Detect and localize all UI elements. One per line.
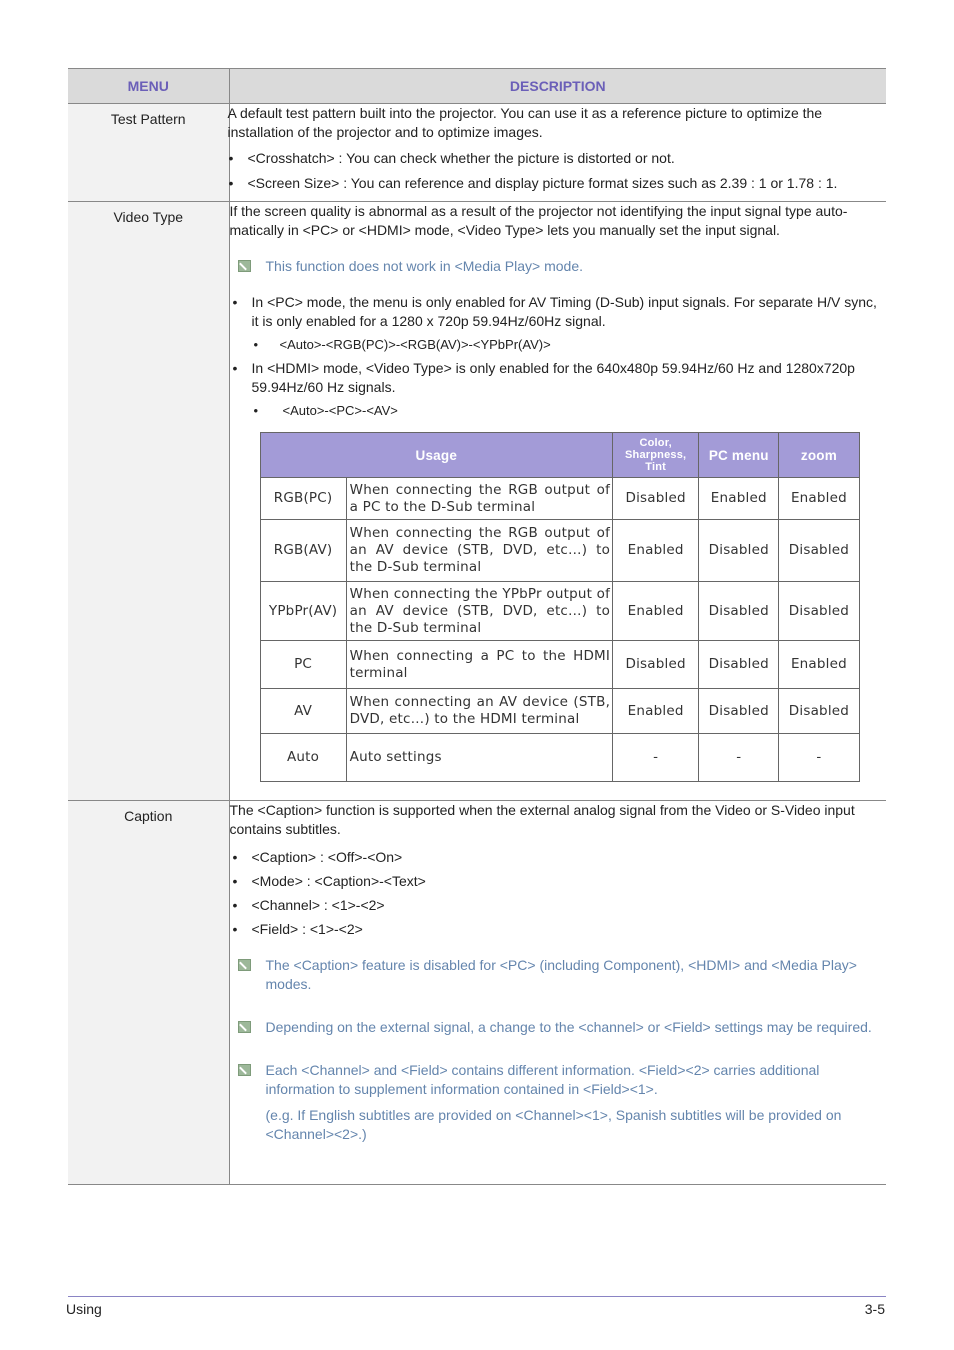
menu-description-table bbox=[68, 68, 886, 1185]
test-pattern-row bbox=[68, 104, 886, 202]
video-type-table-header bbox=[260, 433, 859, 478]
caption-note-2 bbox=[230, 1018, 887, 1037]
pc-menu-value: Disabled bbox=[699, 689, 779, 734]
caption-note-3 bbox=[230, 1061, 887, 1144]
test-pattern-label: Test Pattern bbox=[68, 104, 229, 202]
menu-column-header: MENU bbox=[68, 69, 229, 104]
video-type-sublist-hdmi bbox=[230, 401, 887, 420]
table-row bbox=[260, 520, 859, 582]
caption-note-example: (e.g. If English subtitles are provided on <Channel><1>, Spanish subtitles will be provided on <Channel><2>.) bbox=[265, 1107, 842, 1142]
sub-item-text: <Auto>-<RGB(PC)>-<RGB(AV)>-<YPbPr(AV)> bbox=[279, 337, 551, 352]
color-value: Disabled bbox=[613, 641, 699, 689]
signal-usage: When connecting an AV device (STB, DVD, etc…) to the HDMI terminal bbox=[346, 689, 612, 734]
table-header-row bbox=[68, 69, 886, 104]
zoom-value: Disabled bbox=[779, 582, 859, 641]
list-item: • <Crosshatch> : You can check whether the picture is distorted or not. bbox=[226, 149, 887, 168]
pc-menu-value: Enabled bbox=[699, 478, 779, 520]
test-pattern-description bbox=[229, 104, 886, 202]
caption-note-1 bbox=[230, 956, 887, 994]
footer-divider bbox=[68, 1296, 886, 1297]
sub-item-text: <Auto>-<PC>-<AV> bbox=[282, 403, 398, 418]
signal-name: RGB(AV) bbox=[260, 520, 346, 582]
list-item: • <Channel> : <1>-<2> bbox=[230, 896, 887, 915]
table-row bbox=[260, 689, 859, 734]
caption-note-text: The <Caption> feature is disabled for <PC> (including Component), <HDMI> and <Media Play> modes. bbox=[265, 957, 857, 992]
usage-header: Usage bbox=[260, 433, 613, 478]
list-item: • <Mode> : <Caption>-<Text> bbox=[230, 872, 887, 891]
zoom-value: Enabled bbox=[779, 641, 859, 689]
caption-intro: The <Caption> function is supported when the external analog signal from the Video or S-Video input contains subtitles. bbox=[229, 802, 855, 837]
color-value: Enabled bbox=[613, 582, 699, 641]
signal-usage: When connecting the YPbPr output of an AV device (STB, DVD, etc…) to the D-Sub terminal bbox=[346, 582, 612, 641]
pc-menu-value: Disabled bbox=[699, 582, 779, 641]
signal-name: RGB(PC) bbox=[260, 478, 346, 520]
table-row bbox=[260, 641, 859, 689]
table-row bbox=[260, 582, 859, 641]
zoom-value: - bbox=[779, 734, 859, 782]
video-type-sublist-pc bbox=[230, 335, 887, 354]
test-pattern-intro: A default test pattern built into the projector. You can use it as a reference picture to optimize the installation of the projector and to optimize images. bbox=[227, 105, 823, 140]
list-item bbox=[230, 335, 887, 354]
video-type-label: Video Type bbox=[68, 202, 229, 801]
footer-page-number: 3-5 bbox=[864, 1301, 885, 1317]
color-value: - bbox=[613, 734, 699, 782]
video-type-list-hdmi bbox=[230, 359, 887, 397]
signal-usage: When connecting the RGB output of a PC to the D-Sub terminal bbox=[346, 478, 612, 520]
pc-menu-value: - bbox=[699, 734, 779, 782]
note-pencil-icon bbox=[238, 959, 251, 971]
caption-note-text: Each <Channel> and <Field> contains different information. <Field><2> carries additional information to supplement information contained in <Field><1>. bbox=[265, 1062, 820, 1097]
list-item: • <Field> : <1>-<2> bbox=[230, 920, 887, 939]
signal-name: AV bbox=[260, 689, 346, 734]
table-row bbox=[260, 478, 859, 520]
color-value: Enabled bbox=[613, 520, 699, 582]
video-type-note-text: This function does not work in <Media Play> mode. bbox=[265, 258, 584, 274]
video-type-table bbox=[260, 432, 860, 782]
description-column-header: DESCRIPTION bbox=[229, 69, 886, 104]
note-pencil-icon bbox=[238, 1021, 251, 1033]
list-item: • In <HDMI> mode, <Video Type> is only enabled for the 640x480p 59.94Hz/60 Hz and 1280x720p 59.94Hz/60 Hz signals. bbox=[230, 359, 887, 397]
color-value: Enabled bbox=[613, 689, 699, 734]
caption-list bbox=[230, 848, 887, 939]
caption-description bbox=[229, 801, 886, 1185]
color-sharpness-tint-header: Color, Sharpness, Tint bbox=[613, 433, 699, 478]
pc-menu-value: Disabled bbox=[699, 520, 779, 582]
pc-menu-header: PC menu bbox=[699, 433, 779, 478]
caption-row bbox=[68, 801, 886, 1185]
video-type-list bbox=[230, 293, 887, 331]
list-item: • In <PC> mode, the menu is only enabled for AV Timing (D-Sub) input signals. For separate H/V sync, it is only enabled for a 1280 x 720p 59.94Hz/60Hz signal. bbox=[230, 293, 887, 331]
zoom-value: Disabled bbox=[779, 520, 859, 582]
zoom-value: Disabled bbox=[779, 689, 859, 734]
zoom-value: Enabled bbox=[779, 478, 859, 520]
list-item: • <Caption> : <Off>-<On> bbox=[230, 848, 887, 867]
color-value: Disabled bbox=[613, 478, 699, 520]
video-type-row bbox=[68, 202, 886, 801]
signal-name: YPbPr(AV) bbox=[260, 582, 346, 641]
list-item bbox=[230, 401, 887, 420]
signal-usage: When connecting a PC to the HDMI terminal bbox=[346, 641, 612, 689]
signal-name: Auto bbox=[260, 734, 346, 782]
test-pattern-list bbox=[230, 149, 887, 193]
zoom-header: zoom bbox=[779, 433, 859, 478]
note-pencil-icon bbox=[238, 1064, 251, 1076]
video-type-description bbox=[229, 202, 886, 801]
signal-usage: When connecting the RGB output of an AV device (STB, DVD, etc…) to the D-Sub terminal bbox=[346, 520, 612, 582]
caption-note-text: Depending on the external signal, a change to the <channel> or <Field> settings may be required. bbox=[265, 1019, 872, 1035]
video-type-intro: If the screen quality is abnormal as a result of the projector not identifying the input signal type auto-matically in <PC> or <HDMI> mode, <Video Type> lets you manually set the input signal. bbox=[229, 203, 848, 238]
caption-label: Caption bbox=[68, 801, 229, 1185]
signal-usage: Auto settings bbox=[346, 734, 612, 782]
video-type-note bbox=[230, 257, 887, 276]
pc-menu-value: Disabled bbox=[699, 641, 779, 689]
list-item: • <Screen Size> : You can reference and display picture format sizes such as 2.39 : 1 or 1.78 : 1. bbox=[226, 174, 887, 193]
note-pencil-icon bbox=[238, 260, 251, 272]
footer-section-title: Using bbox=[66, 1301, 102, 1317]
table-row bbox=[260, 734, 859, 782]
signal-name: PC bbox=[260, 641, 346, 689]
